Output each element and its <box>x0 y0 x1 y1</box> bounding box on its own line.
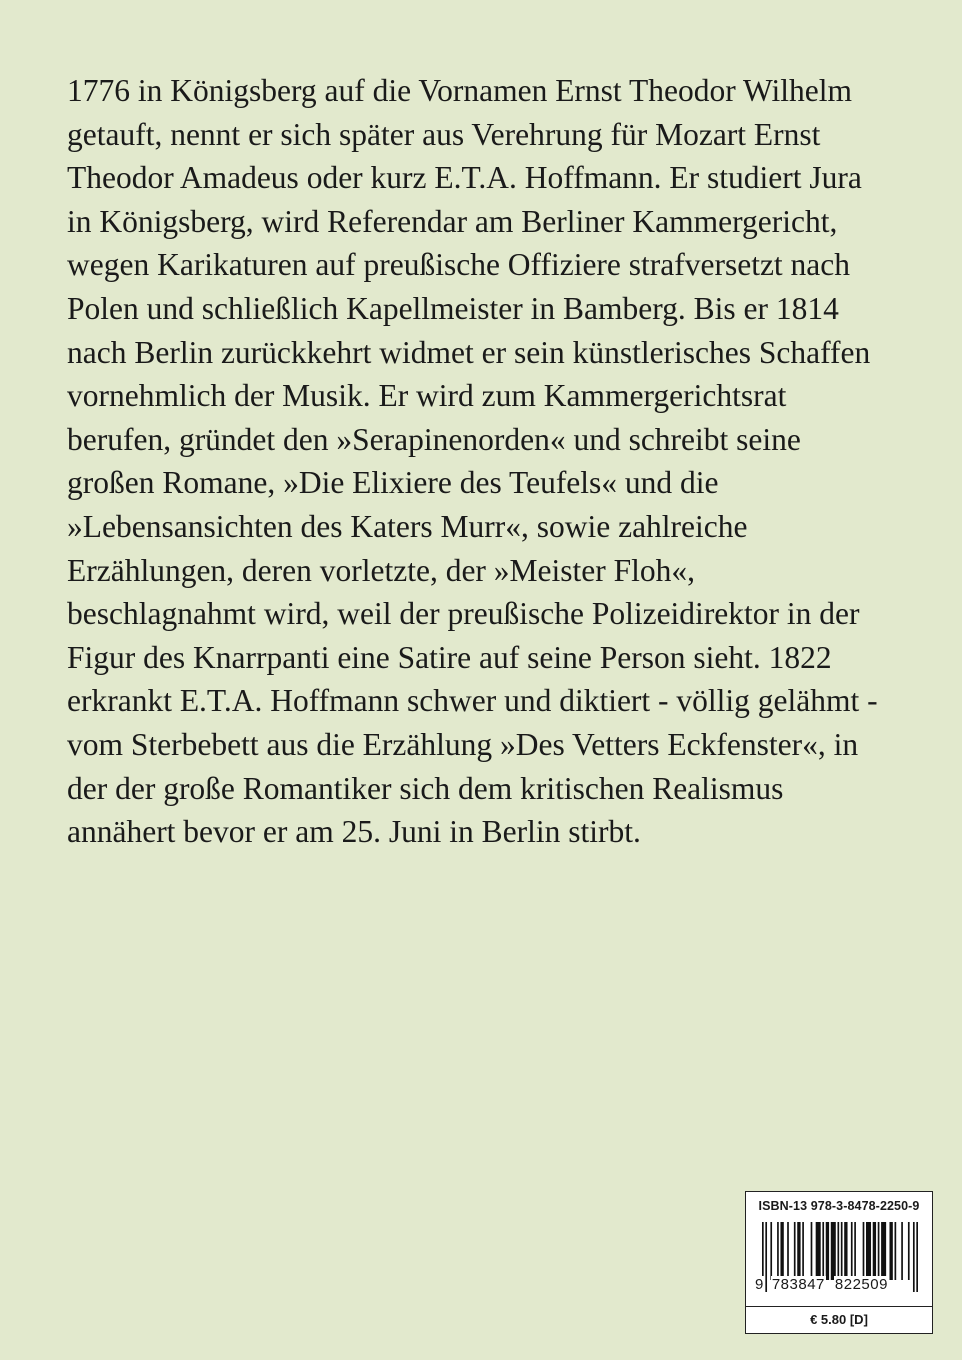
barcode-digit-group-1: 783847 <box>771 1276 826 1296</box>
blurb-line: »Lebensansichten des Katers Murr«, sowie zahlreiche <box>67 508 748 544</box>
blurb-line: Figur des Knarrpanti eine Satire auf seine Person sieht. 1822 <box>67 639 832 675</box>
barcode-bar <box>822 1222 824 1280</box>
barcode-bar <box>873 1222 876 1280</box>
barcode-bar <box>770 1222 772 1280</box>
barcode-bar <box>816 1222 821 1280</box>
blurb-line: in Königsberg, wird Referendar am Berliner Kammergericht, <box>67 203 838 239</box>
barcode-bar <box>881 1222 886 1280</box>
barcode-bar <box>811 1222 813 1280</box>
blurb-line: vom Sterbebett aus die Erzählung »Des Vetters Eckfenster«, in <box>67 726 859 762</box>
blurb-line: der der große Romantiker sich dem kritischen Realismus <box>67 770 784 806</box>
barcode-bar <box>831 1222 836 1280</box>
isbn-barcode-box <box>745 1191 933 1334</box>
blurb-line: annähert bevor er am 25. Juni in Berlin stirbt. <box>67 814 641 850</box>
blurb-line: wegen Karikaturen auf preußische Offiziere strafversetzt nach <box>67 247 851 283</box>
barcode-digit-lead: 9 <box>754 1276 765 1296</box>
barcode-bar <box>889 1222 892 1280</box>
blurb-line: vornehmlich der Musik. Er wird zum Kammergerichtsrat <box>67 378 787 414</box>
barcode-bar <box>863 1222 865 1280</box>
blurb-line: nach Berlin zurückkehrt widmet er sein künstlerisches Schaffen <box>67 334 871 370</box>
barcode-bar <box>878 1222 880 1280</box>
barcode-bar <box>851 1222 853 1280</box>
blurb-line: erkrankt E.T.A. Hoffmann schwer und diktiert - völlig gelähmt - <box>67 683 878 719</box>
blurb-line: 1776 in Königsberg auf die Vornamen Ernst Theodor Wilhelm <box>67 73 852 108</box>
barcode-bar <box>866 1222 871 1280</box>
barcode-bar <box>787 1222 789 1280</box>
barcode-bar <box>854 1222 856 1280</box>
blurb-line: Polen und schließlich Kapellmeister in Bamberg. Bis er 1814 <box>67 290 839 326</box>
barcode-bar <box>802 1222 804 1280</box>
barcode-bar <box>826 1222 829 1280</box>
barcode-bar <box>908 1222 910 1280</box>
blurb-line: Erzählungen, deren vorletzte, der »Meister Floh«, <box>67 552 696 588</box>
barcode-bar <box>901 1222 903 1280</box>
back-cover-blurb <box>67 69 897 854</box>
barcode-digits <box>754 1276 926 1296</box>
barcode-bar <box>797 1222 800 1280</box>
price-label: € 5.80 [D] <box>746 1306 932 1333</box>
barcode-bar <box>794 1222 796 1280</box>
blurb-line: beschlagnahmt wird, weil der preußische Polizeidirektor in der <box>67 596 860 632</box>
blurb-line: berufen, gründet den »Serapinenorden« und schreibt seine <box>67 421 801 457</box>
barcode-bar <box>837 1222 839 1280</box>
blurb-line: getauft, nennt er sich später aus Verehrung für Mozart Ernst <box>67 116 821 152</box>
barcode-bar <box>895 1222 897 1280</box>
blurb-line: Theodor Amadeus oder kurz E.T.A. Hoffmann. Er studiert Jura <box>67 160 862 196</box>
barcode-bar <box>780 1222 783 1280</box>
isbn-label: ISBN-13 978-3-8478-2250-9 <box>758 1199 920 1213</box>
blurb-line: großen Romane, »Die Elixiere des Teufels« und die <box>67 465 719 501</box>
barcode-bar <box>777 1222 779 1280</box>
barcode-digit-group-2: 822509 <box>834 1276 889 1296</box>
